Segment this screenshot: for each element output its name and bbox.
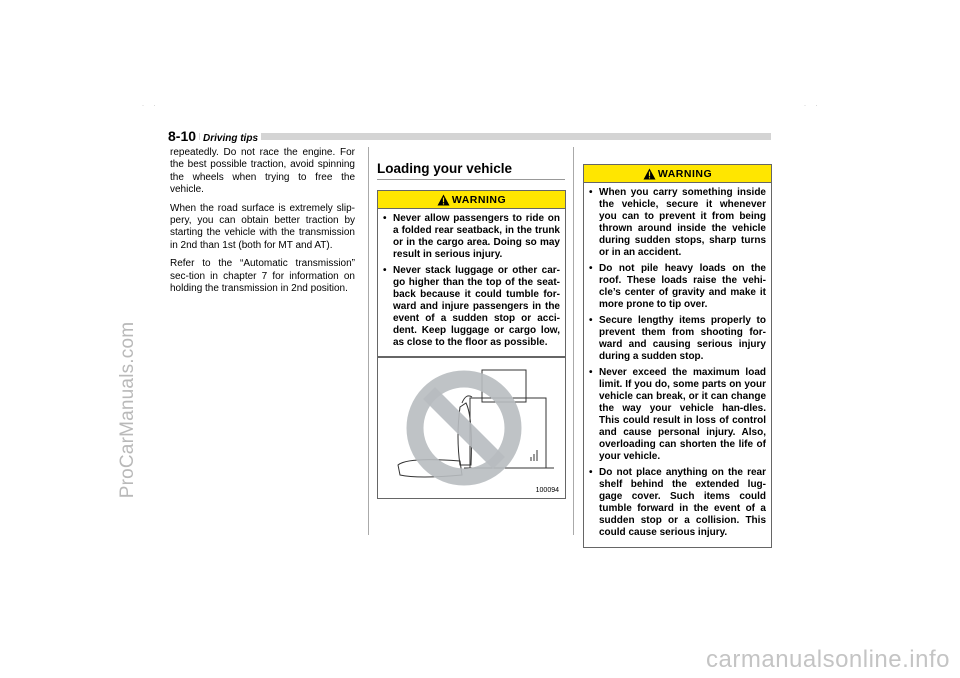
warning-box-right xyxy=(583,164,772,548)
warning-triangle-icon xyxy=(437,194,450,206)
warning-header xyxy=(584,165,771,183)
paragraph: repeatedly. Do not race the engine. For the best possible traction, avoid spinning the wheels when trying to free the vehicle. xyxy=(170,147,355,196)
column-divider-2 xyxy=(573,147,574,535)
figure-code: 100094 xyxy=(535,487,559,494)
warning-item: • Never allow passengers to ride on a folded rear seatback, in the trunk or in the cargo area. Doing so may result in serious injury. xyxy=(393,213,560,261)
left-column xyxy=(170,147,355,301)
warning-box-middle xyxy=(377,190,566,358)
bottom-watermark: carmanualsonline.info xyxy=(706,646,950,673)
paragraph: Refer to the “Automatic transmission” sec-tion in chapter 7 for information on holding the transmission in 2nd position. xyxy=(170,258,355,295)
column-divider-1 xyxy=(368,147,369,535)
crop-mark-right: · · xyxy=(804,103,822,109)
section-title: Driving tips xyxy=(200,133,261,144)
warning-item: • Never stack luggage or other car-go higher than the top of the seat-back because it could tumble for-ward and injure passengers in the event of a sudden stop or acci-dent. Keep luggage or cargo low, as close to the floor as possible. xyxy=(393,265,560,349)
warning-list xyxy=(378,209,565,357)
figure-luggage-illustration xyxy=(377,356,566,499)
warning-item: • Never exceed the maximum load limit. If you do, some parts on your vehicle can break, or it can change the way your vehicle han-dles. This could result in loss of control and cause personal injury. Also, overloading can shorten the life of your vehicle. xyxy=(599,367,766,463)
warning-triangle-icon xyxy=(643,168,656,180)
warning-item: • Secure lengthy items properly to prevent them from shooting for-ward and causing serious injury during a sudden stop. xyxy=(599,315,766,363)
prohibited-luggage-stacking-illustration-icon xyxy=(378,357,565,498)
warning-label: WARNING xyxy=(451,193,507,206)
page-title: Loading your vehicle xyxy=(377,161,565,180)
warning-item: • Do not place anything on the rear shelf behind the extended lug-gage cover. Such items could tumble forward in the event of a sudden stop or a collision. This could cause serious injury. xyxy=(599,467,766,539)
page-number: 8-10 xyxy=(168,128,199,144)
crop-mark-left: · · xyxy=(142,103,160,109)
warning-list xyxy=(584,183,771,547)
side-watermark-text: ProCarManuals.com xyxy=(117,321,138,499)
paragraph: When the road surface is extremely slip-pery, you can obtain better traction by starting the vehicle with the transmission in 2nd than 1st (both for MT and AT). xyxy=(170,202,355,251)
warning-item: • When you carry something inside the vehicle, secure it whenever you can to prevent it from being thrown around inside the vehicle during sudden stops, sharp turns or in an accident. xyxy=(599,187,766,259)
warning-header xyxy=(378,191,565,209)
warning-label: WARNING xyxy=(657,167,713,180)
warning-item: • Do not pile heavy loads on the roof. These loads raise the vehi-cle’s center of gravity and make it more prone to tip over. xyxy=(599,263,766,311)
